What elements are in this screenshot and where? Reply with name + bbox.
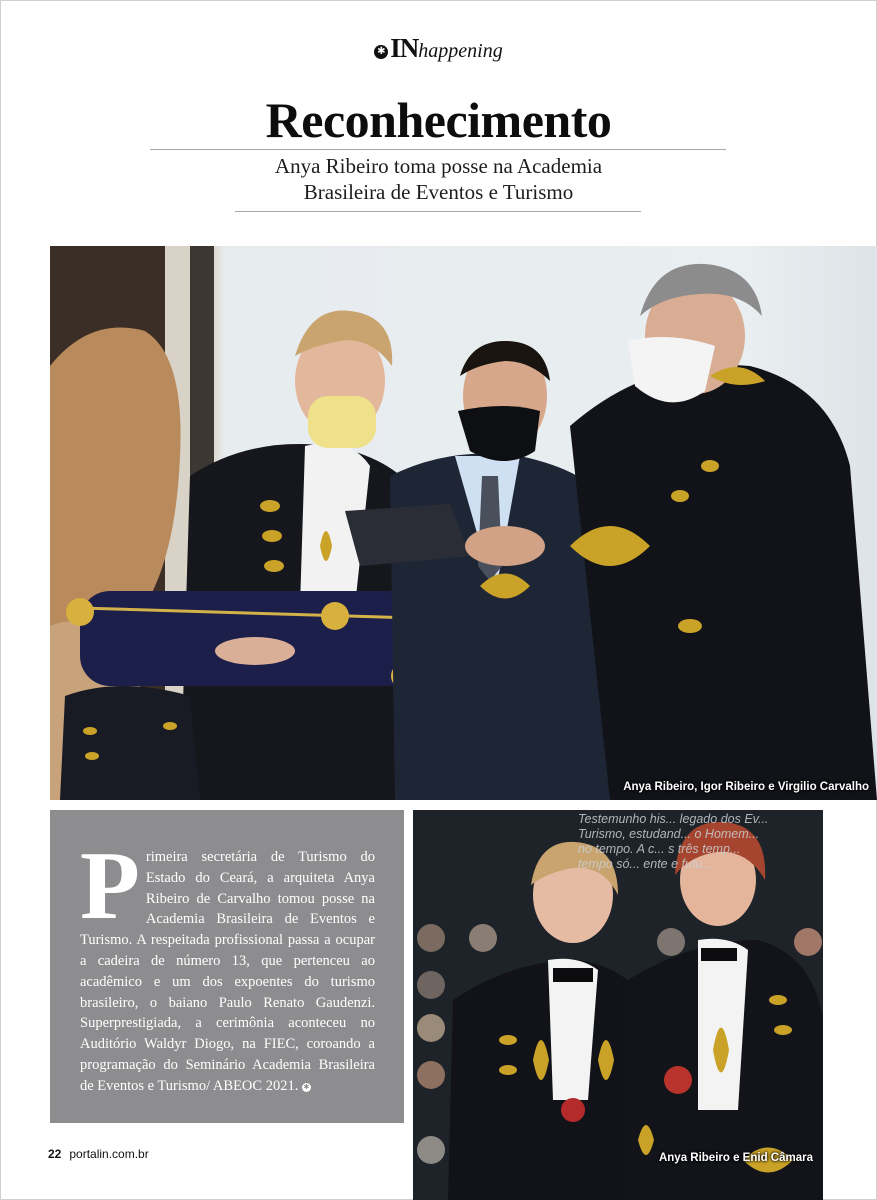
article-text: rimeira secretária de Turismo do Estado do Ceará, a arquiteta Anya Ribeiro de Carvalho tomou posse na Academia Brasileira de Eventos e Turismo. A respeitada profissional passa a ocupar a cadeira de número 13, que pertenceu ao acadêmico e um dos expoentes do turismo brasileiro, o baiano Paulo Renato Gaudenzi. Superprestigiada, a cerimônia aconteceu no Auditório Waldyr Diogo, na FIEC, coroando a programação do Seminário Academia Brasileira de Eventos e Turismo/ ABEOC 2021. (80, 849, 375, 1094)
title-divider (150, 149, 726, 150)
page-footer (48, 1147, 149, 1161)
drop-cap: P (80, 832, 140, 940)
page-subtitle (0, 153, 877, 205)
subtitle-divider (235, 211, 641, 212)
section-mark: IN (390, 33, 419, 63)
subtitle-line-1: Anya Ribeiro toma posse na Academia (274, 154, 603, 178)
end-mark-icon: ✱ (303, 1082, 310, 1091)
wall-text-line-2: Turismo, estudand... o Homem... (578, 827, 760, 841)
page-number: 22 (48, 1147, 62, 1161)
subtitle-line-2: Brasileira de Eventos e Turismo (303, 180, 574, 204)
article-body (80, 832, 375, 1097)
page-title: Reconhecimento (265, 92, 612, 148)
ceremony-illustration (50, 246, 877, 800)
wall-text-line-3: no tempo. A c... s três temp... (578, 842, 741, 856)
portrait-photo-caption: Anya Ribeiro e Enid Câmara (658, 1152, 813, 1164)
ceremony-photo (50, 246, 877, 800)
site-url: portalin.com.br (69, 1147, 149, 1161)
star-icon: ✱ (374, 45, 388, 59)
main-photo-caption: Anya Ribeiro, Igor Ribeiro e Virgilio Carvalho (623, 781, 869, 793)
wall-text-line-4: tempo só... ente e futu... (578, 857, 713, 871)
wall-text-line-1: Testemunho his... legado dos Ev... (578, 812, 769, 826)
portrait-photo (413, 810, 823, 1200)
article-box (50, 810, 404, 1123)
section-header (0, 30, 877, 66)
wall-inscription (578, 812, 823, 872)
section-word: happening (418, 40, 503, 62)
